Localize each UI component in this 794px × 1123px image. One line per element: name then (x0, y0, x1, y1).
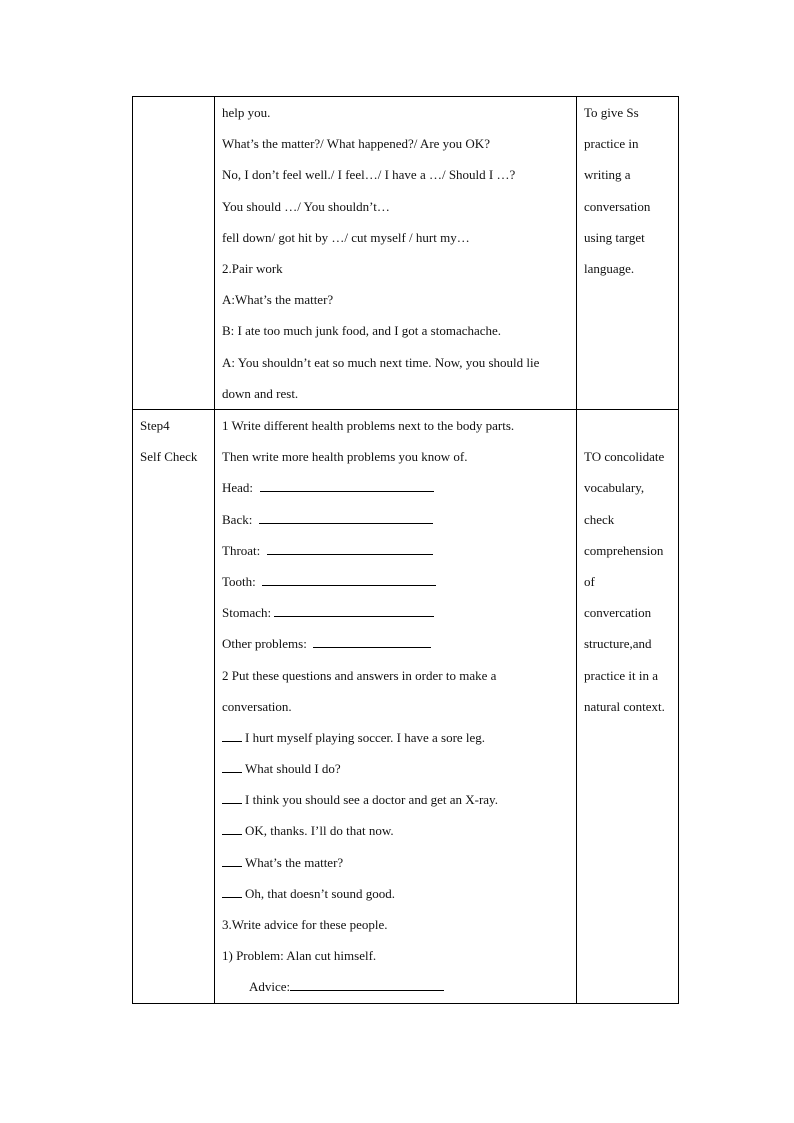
conversation-text: Oh, that doesn’t sound good. (245, 885, 395, 901)
step-number: Step4 (140, 418, 170, 433)
head-answer-blank[interactable] (260, 477, 434, 492)
order-blank[interactable] (222, 727, 242, 742)
throat-answer-blank[interactable] (267, 540, 433, 555)
conversation-item (222, 722, 570, 753)
other-problems-answer-blank[interactable] (313, 633, 431, 648)
conversation-text: OK, thanks. I’ll do that now. (245, 823, 394, 839)
stomach-answer-blank[interactable] (274, 602, 434, 617)
conversation-text: What’s the matter? (245, 854, 344, 870)
conversation-item (222, 815, 570, 846)
advice-label: Advice: (249, 979, 291, 995)
body-part-label: Other problems: (222, 636, 307, 652)
dialogue-line: down and rest. (222, 385, 299, 401)
content-cell (215, 97, 577, 410)
dialogue-line: B: I ate too much junk food, and I got a stomachache. (222, 323, 502, 339)
advice-row (222, 971, 570, 1002)
body-part-row (222, 566, 570, 597)
purpose-line: structure,and (584, 636, 652, 652)
dialogue-line: A: You shouldn’t eat so much next time. Now, you should lie (222, 354, 540, 370)
body-part-label: Tooth: (222, 573, 256, 589)
lesson-plan-table (132, 96, 679, 1004)
body-part-row (222, 597, 570, 628)
body-part-label: Throat: (222, 542, 261, 558)
content-line: You should …/ You shouldn’t… (222, 198, 390, 214)
content-line: What’s the matter?/ What happened?/ Are you OK? (222, 136, 490, 152)
content-line: help you. (222, 105, 271, 120)
body-part-row (222, 535, 570, 566)
content-line: No, I don’t feel well./ I feel…/ I have a …/ Should I …? (222, 167, 516, 183)
advice-answer-blank[interactable] (290, 976, 444, 991)
conversation-text: I hurt myself playing soccer. I have a sore leg. (245, 729, 486, 745)
conversation-item (222, 753, 570, 784)
purpose-line: natural context. (584, 698, 665, 714)
purpose-line: of (584, 573, 595, 589)
step-cell (133, 97, 215, 410)
tooth-answer-blank[interactable] (262, 571, 436, 586)
purpose-line: check (584, 511, 615, 527)
purpose-line: conversation (584, 198, 651, 214)
body-part-row (222, 504, 570, 535)
order-blank[interactable] (222, 883, 242, 898)
conversation-text: I think you should see a doctor and get an X-ray. (245, 792, 498, 808)
purpose-line: convercation (584, 605, 652, 621)
purpose-line: practice in (584, 136, 639, 152)
purpose-cell (577, 410, 679, 1004)
conversation-item (222, 878, 570, 909)
conversation-item (222, 847, 570, 878)
task2-title-continued: conversation. (222, 698, 292, 714)
order-blank[interactable] (222, 820, 242, 835)
step-title: Self Check (140, 449, 198, 465)
task1-title: 1 Write different health problems next to the body parts. (222, 418, 515, 433)
purpose-line: vocabulary, (584, 480, 645, 496)
purpose-line (584, 410, 672, 441)
problem-line: 1) Problem: Alan cut himself. (222, 948, 377, 964)
order-blank[interactable] (222, 852, 242, 867)
body-part-row (222, 472, 570, 503)
task2-title: 2 Put these questions and answers in order to make a (222, 667, 497, 683)
content-line: fell down/ got hit by …/ cut myself / hurt my… (222, 229, 470, 245)
body-part-label: Stomach: (222, 605, 272, 621)
dialogue-line: A:What’s the matter? (222, 292, 334, 308)
purpose-line: writing a (584, 167, 631, 183)
task1-subtitle: Then write more health problems you know of. (222, 449, 468, 465)
purpose-line: using target (584, 229, 645, 245)
table-row (133, 410, 679, 1004)
purpose-line: comprehension (584, 542, 664, 558)
section-heading: 2.Pair work (222, 260, 283, 276)
order-blank[interactable] (222, 758, 242, 773)
back-answer-blank[interactable] (259, 509, 433, 524)
order-blank[interactable] (222, 789, 242, 804)
purpose-line: language. (584, 260, 635, 276)
purpose-line: TO concolidate (584, 449, 665, 465)
conversation-item (222, 784, 570, 815)
step-cell (133, 410, 215, 1004)
conversation-text: What should I do? (245, 761, 341, 777)
purpose-line: To give Ss (584, 105, 639, 120)
body-part-label: Back: (222, 511, 253, 527)
body-part-label: Head: (222, 480, 254, 496)
task3-title: 3.Write advice for these people. (222, 917, 388, 932)
content-cell (215, 410, 577, 1004)
purpose-line: practice it in a (584, 667, 658, 683)
purpose-cell (577, 97, 679, 410)
body-part-row (222, 628, 570, 659)
table-row (133, 97, 679, 410)
